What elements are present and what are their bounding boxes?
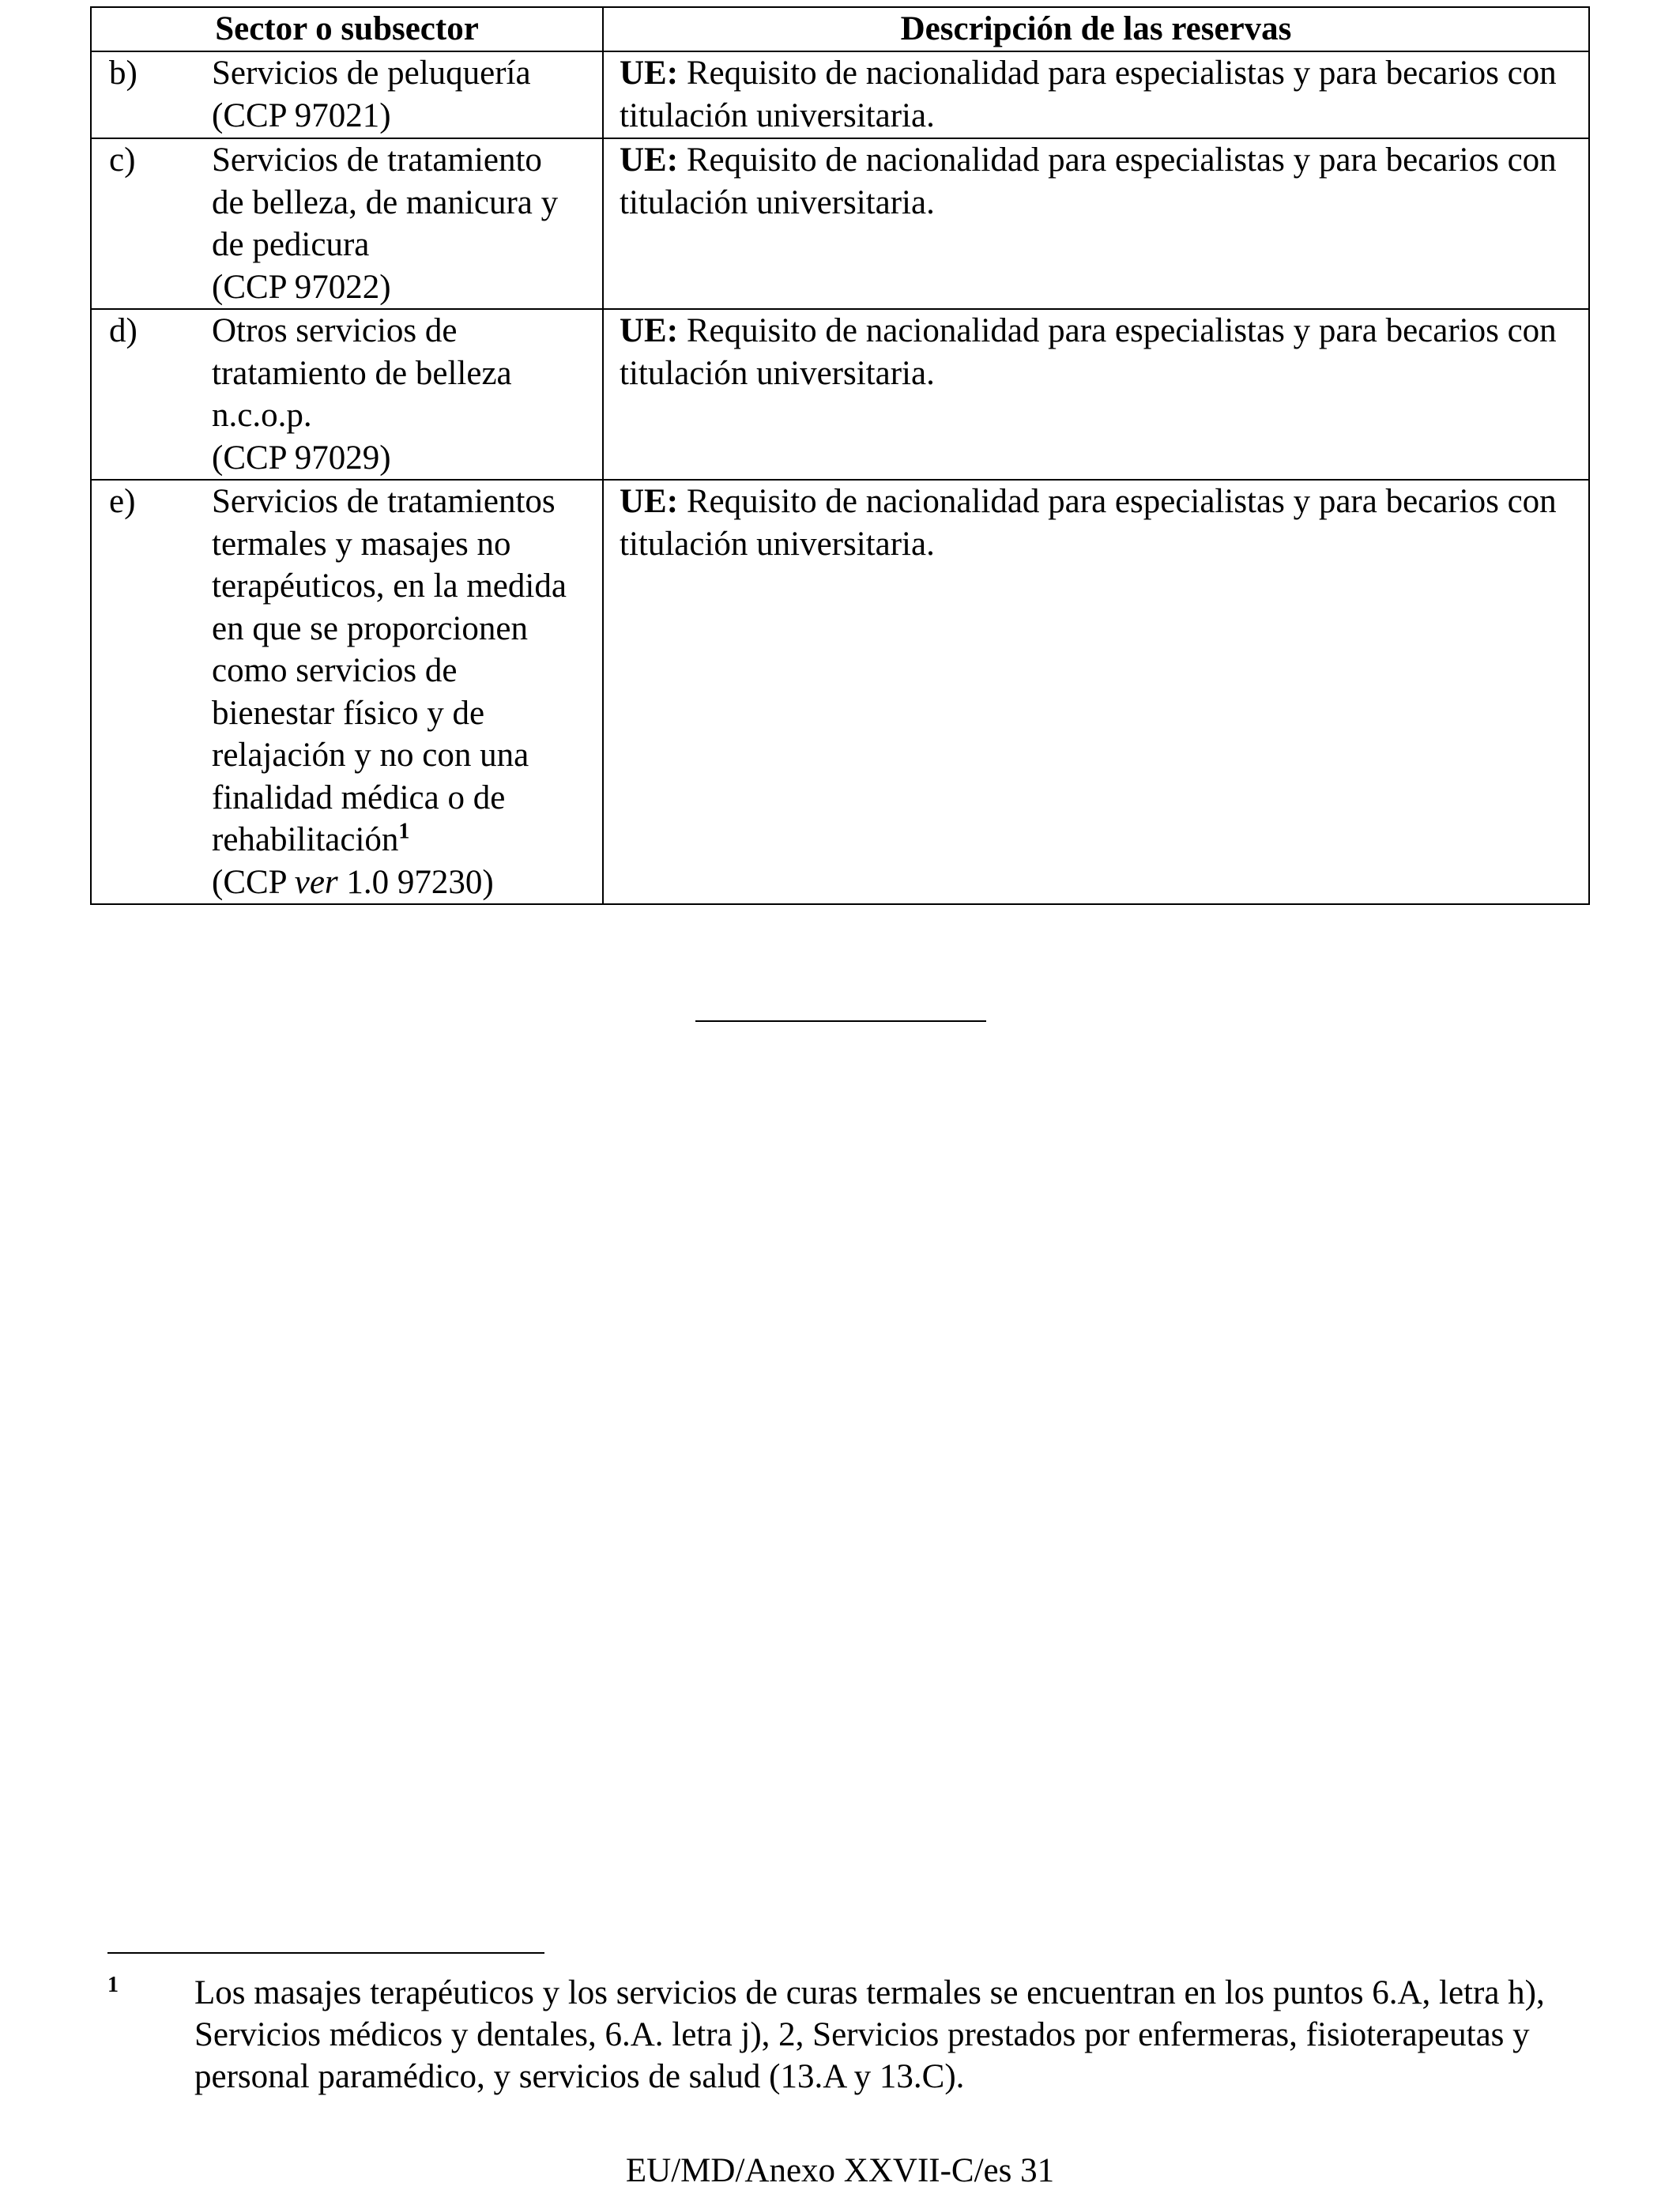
reservation-text: Requisito de nacionalidad para especialistas y para becarios con titulación universitaria. [620,483,1557,563]
sector-line: de belleza, de manicura y [212,183,559,221]
sector-line: de pedicura [212,226,370,263]
sector-line: rehabilitación [212,821,399,858]
table-row [91,309,1589,480]
section-separator [695,1020,986,1022]
sector-line: relajación y no con una [212,737,529,774]
reservation-text: Requisito de nacionalidad para especialistas y para becarios con titulación universitaria. [620,55,1557,134]
sector-line: en que se proporcionen [212,609,528,647]
reservation-text: Requisito de nacionalidad para especialistas y para becarios con titulación universitaria. [620,141,1557,221]
header-sector: Sector o subsector [91,7,603,51]
description-cell [603,138,1589,309]
footnote-text: Los masajes terapéuticos y los servicios de curas termales se encuentran en los puntos 6.A, letra h), Servicios médicos y dentales, 6.A. letra j), 2, Servicios prestados por enfermeras, fisioterapeutas y personal paramédico, y servicios de salud (13.A y 13.C). [194,1974,1545,2095]
table-header-row [91,7,1589,51]
sector-line: terapéuticos, en la medida [212,567,567,605]
sector-line: tratamiento de belleza [212,354,512,392]
region-label: UE: [620,55,679,92]
sector-line: termales y masajes no [212,525,511,563]
table-row [91,138,1589,309]
page-footer: EU/MD/Anexo XXVII-C/es 31 [625,2152,1055,2189]
sector-code: (CCP 97029) [212,439,391,477]
description-cell [603,309,1589,480]
footnote-reference[interactable]: 1 [398,819,410,844]
sector-cell [91,309,603,480]
row-letter: d) [109,312,137,349]
sector-line: bienestar físico y de [212,694,485,732]
description-cell [603,51,1589,138]
sector-cell [91,480,603,904]
code-suffix: 1.0 97230) [337,863,494,901]
table-row [91,480,1589,904]
sector-line: Servicios de peluquería [212,55,531,92]
description-cell [603,480,1589,904]
sector-cell [91,51,603,138]
sector-line: finalidad médica o de [212,778,506,816]
region-label: UE: [620,483,679,520]
region-label: UE: [620,312,679,349]
header-description: Descripción de las reservas [603,7,1589,51]
sector-line: n.c.o.p. [212,397,312,434]
sector-line: Otros servicios de [212,312,458,349]
reservations-table [90,6,1590,905]
footnote [107,1972,1546,2098]
sector-line: Servicios de tratamientos [212,483,556,520]
row-letter: e) [109,483,136,520]
sector-line: Servicios de tratamiento [212,141,542,179]
footnote-mark: 1 [107,1973,119,1997]
row-letter: b) [109,55,137,92]
reservation-text: Requisito de nacionalidad para especialistas y para becarios con titulación universitaria. [620,312,1557,392]
sector-code: (CCP 97022) [212,268,391,306]
code-version-label: ver [294,863,338,901]
region-label: UE: [620,141,679,179]
table-row [91,51,1589,138]
sector-code [212,861,602,904]
sector-cell [91,138,603,309]
sector-line: como servicios de [212,652,458,689]
row-letter: c) [109,141,136,179]
sector-code: (CCP 97021) [212,96,391,134]
footnote-rule [107,1952,544,1954]
code-prefix: (CCP [212,863,295,901]
